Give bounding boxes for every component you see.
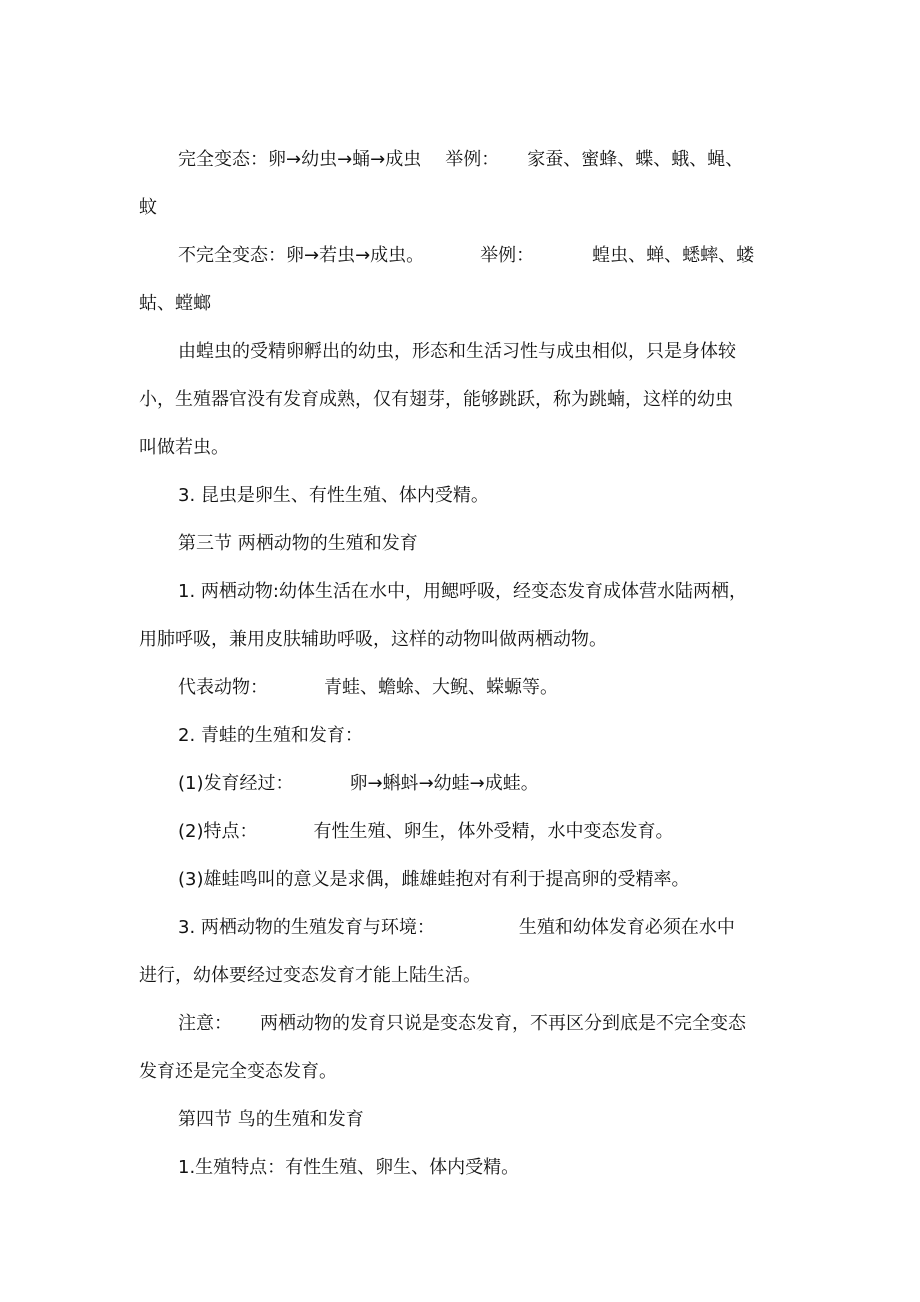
text-segment: 进行，幼体要经过变态发育才能上陆生活。 <box>139 965 481 986</box>
text-segment: 家蚕、蜜蜂、蝶、蛾、蝇、 <box>527 149 744 170</box>
section-heading <box>178 532 418 556</box>
text-segment: 卵→蝌蚪→幼蛙→成蛙。 <box>349 773 539 794</box>
text-segment: 2. 青蛙的生殖和发育： <box>178 725 363 746</box>
text-line <box>178 148 743 172</box>
text-segment: 第四节 鸟的生殖和发育 <box>178 1109 364 1130</box>
text-line <box>178 244 754 268</box>
text-line <box>139 292 211 316</box>
text-segment: 1.生殖特点：有性生殖、卵生、体内受精。 <box>178 1157 520 1178</box>
text-segment: 两栖动物的发育只说是变态发育，不再区分到底是不完全变态 <box>260 1013 746 1034</box>
text-segment: 用肺呼吸，兼用皮肤辅助呼吸，这样的动物叫做两栖动物。 <box>139 629 607 650</box>
text-line <box>178 340 736 364</box>
text-segment: 完全变态：卵→幼虫→蛹→成虫 <box>178 149 422 170</box>
text-segment: 由蝗虫的受精卵孵出的幼虫，形态和生活习性与成虫相似，只是身体较 <box>178 341 736 362</box>
text-segment: (3)雄蛙鸣叫的意义是求偶，雌雄蛙抱对有利于提高卵的受精率。 <box>178 869 690 890</box>
text-line <box>178 580 747 604</box>
text-segment: 1. 两栖动物:幼体生活在水中，用鳃呼吸，经变态发育成体营水陆两栖， <box>178 581 747 602</box>
text-segment: 举例： <box>480 245 535 266</box>
text-line <box>178 676 558 700</box>
text-segment: 叫做若虫。 <box>139 437 229 458</box>
text-line <box>178 820 674 844</box>
text-line <box>178 724 363 748</box>
text-segment: 3. 昆虫是卵生、有性生殖、体内受精。 <box>178 485 489 506</box>
text-line <box>178 1012 746 1036</box>
text-segment: 蝗虫、蝉、蟋蟀、蝼 <box>592 245 755 266</box>
text-line <box>139 1060 337 1084</box>
text-line <box>178 1156 519 1180</box>
text-segment: 代表动物： <box>178 677 268 698</box>
text-line <box>178 484 489 508</box>
text-line <box>178 916 735 940</box>
text-segment: 小，生殖器官没有发育成熟，仅有翅芽，能够跳跃，称为跳蝻，这样的幼虫 <box>139 389 733 410</box>
text-line <box>178 772 539 796</box>
text-segment: 生殖和幼体发育必须在水中 <box>518 917 735 938</box>
text-segment: 有性生殖、卵生，体外受精，水中变态发育。 <box>313 821 674 842</box>
text-segment: 3. 两栖动物的生殖发育与环境： <box>178 917 435 938</box>
text-segment: 青蛙、蟾蜍、大鲵、蝾螈等。 <box>324 677 558 698</box>
text-segment: (1)发育经过： <box>178 773 294 794</box>
text-segment: 举例： <box>445 149 500 170</box>
text-segment: 不完全变态：卵→若虫→成虫。 <box>178 245 425 266</box>
text-line <box>139 388 733 412</box>
text-line <box>139 964 481 988</box>
text-line <box>139 436 229 460</box>
text-line <box>178 868 690 892</box>
text-line <box>139 196 157 220</box>
text-segment: (2)特点： <box>178 821 258 842</box>
section-heading <box>178 1108 364 1132</box>
text-segment: 第三节 两栖动物的生殖和发育 <box>178 533 418 554</box>
text-line <box>139 628 607 652</box>
text-segment: 蛄、螳螂 <box>139 293 211 314</box>
text-segment: 发育还是完全变态发育。 <box>139 1061 337 1082</box>
text-segment: 注意： <box>178 1013 232 1034</box>
text-segment: 蚊 <box>139 197 157 218</box>
